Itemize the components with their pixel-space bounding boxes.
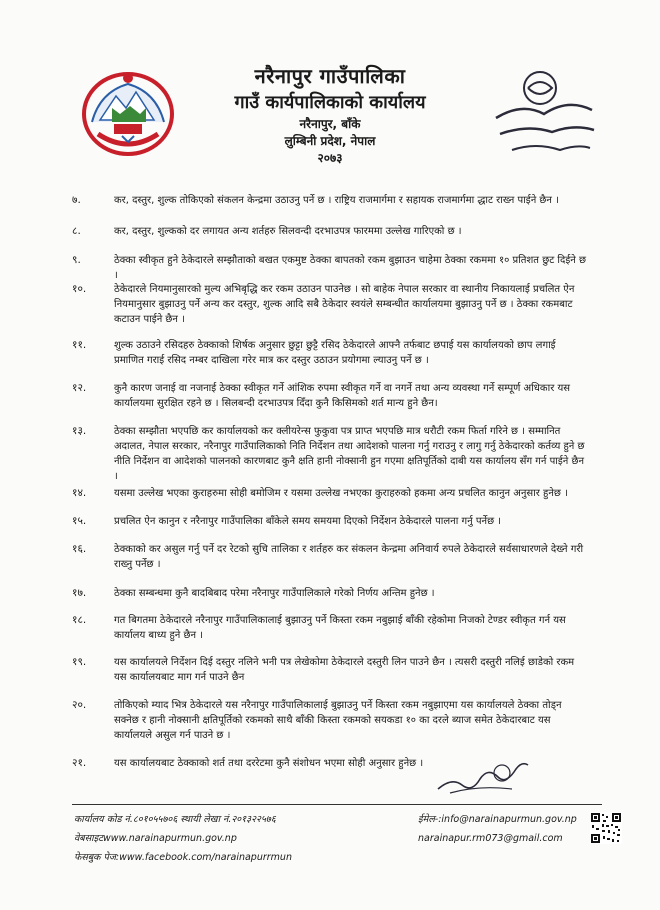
email-primary[interactable]: ईमेल-:info@narainapurmun.gov.np <box>418 814 577 825</box>
item-number: ९. <box>72 254 81 266</box>
item-number: १४. <box>72 487 87 499</box>
item-text: यस कार्यालयबाट ठेक्काको शर्त तथा दररेटमा कुनै संशोधन भएमा सोही अनुसार हुनेछ । <box>114 758 424 769</box>
website-link[interactable]: वेबसाइटwww.narainapurmun.gov.np <box>74 833 237 844</box>
facebook-link[interactable]: फेसबुक पेज:www.facebook.com/narainapurrmun <box>74 852 292 863</box>
item-number: ७. <box>72 194 81 206</box>
item-number: १७. <box>72 587 87 599</box>
footer-divider <box>72 804 602 805</box>
item-text: शुल्क उठाउने रसिदहरु ठेक्काको शिर्षक अनुसार छुट्टा छुट्टै रसिद ठेकेदारले आफ्नै तर्फबाट छपाई यस कार्यालयको छाप लगाई प्रमाणित गराई रसिद नम्बर दाखिला गरेर मात्र कर दस्तुर उठाउन प्रयोगमा ल्याउनु पर्ने छ । <box>114 340 556 366</box>
year: २०७३ <box>317 151 343 165</box>
item-number: १५. <box>72 515 87 527</box>
item-number: ११. <box>72 339 87 351</box>
item-text: ठेक्का सम्बन्धमा कुनै बादबिबाद परेमा नरैनापुर गाउँपालिकाले गरेको निर्णय अन्तिम हुनेछ । <box>114 588 435 599</box>
office-name: गाउँ कार्यपालिकाको कार्यालय <box>234 92 426 113</box>
item-text: यस कार्यालयले निर्देशन दिई दस्तुर नलिने भनी पत्र लेखेकोमा ठेकेदारले दस्तुरी लिन पाउने छैन । त्यसरी दस्तुरी नलिई छाडेको रकम यस कार्यालयबाट माग गर्न पाउने छैन <box>114 657 575 683</box>
item-text: गत बिगतमा ठेकेदारले नरैनापुर गाउँपालिकालाई बुझाउनु पर्ने किस्ता रकम नबुझाई बाँकी रहेकोमा निजको टेण्डर स्वीकृत गर्न यस कार्यालय बाध्य हुने छैन । <box>114 615 566 641</box>
address: नरैनापुर, बाँके <box>299 117 361 131</box>
item-number: ८. <box>72 225 81 237</box>
item-text: कुनै कारण जनाई वा नजनाई ठेक्का स्वीकृत गर्ने आंशिक रुपमा स्वीकृत गर्ने वा नगर्ने तथा अन्य व्यवस्था गर्ने सम्पूर्ण अधिकार यस कार्यालयमा सुरक्षित रहने छ । सिलबन्दी दरभाउपत्र दिँदा कुनै किसिमको शर्त मान्य हुने छैन। <box>114 383 571 409</box>
signature-icon <box>432 755 532 799</box>
nepal-government-emblem-icon <box>78 62 178 158</box>
email-secondary[interactable]: narainapur.rm073@gmail.com <box>418 833 563 844</box>
item-number: १०. <box>72 283 87 295</box>
item-text: ठेक्का स्वीकृत हुने ठेकेदारले सम्झौताको बखत एकमुष्ट ठेक्का बापतको रकम बुझाउन चाहेमा ठेक्का रकममा १० प्रतिशत छुट दिईने छ । <box>114 255 586 281</box>
item-number: २१. <box>72 757 87 769</box>
item-text: कर, दस्तुर, शुल्क तोकिएको संकलन केन्द्रमा उठाउनु पर्ने छ । राष्ट्रिय राजमार्गमा र सहायक राजमार्गमा द्धाट राख्न पाईने छैन । <box>114 195 559 206</box>
item-number: २०. <box>72 699 87 711</box>
item-text: ठेक्का सम्झौता भएपछि कर कार्यालयको कर क्लीयरेन्स फुकुवा पत्र प्राप्त भएपछि मात्र धरौटी रकम फिर्ता गरिने छ । सम्मानित अदालत, नेपाल सरकार, नरैनापुर गाउँपालिकाको निति निर्देशन तथा आदेशको पालना गर्नु गराउनु र लागु गर्नु ठेकेदारको कर्तव्य हुने छ नीति निर्देशन वा आदेशको पालनको कारणबाट कुनै क्षति हानी नोक्सानी हुन गएमा क्षतिपूर्तिको दाबी यस कार्यालय सँग गर्न पाईने छैन । <box>114 426 585 482</box>
item-text: ठेकेदारले नियमानुसारको मुल्य अभिबृद्धि कर रकम उठाउन पाउनेछ । सो बाहेक नेपाल सरकार वा स्थानीय निकायलाई प्रचलित ऐन नियमानुसार बुझाउनु पर्ने अन्य कर दस्तुर, शुल्क आदि सबै ठेकेदार स्वयंले सम्बन्धीत कार्यालयमा बुझाउनु पर्ने छ । ठेक्का रकमबाट कटाउन पाईने छैन । <box>114 284 575 325</box>
footer-contact-left <box>74 810 374 867</box>
province: लुम्बिनी प्रदेश, नेपाल <box>284 134 376 148</box>
office-stamp-icon <box>482 58 602 168</box>
item-text: प्रचलित ऐन कानुन र नरैनापुर गाउँपालिका बाँकेले समय समयमा दिएको निर्देशन ठेकेदारले पालना गर्नु पर्नेछ । <box>114 516 502 527</box>
office-code: कार्यालय कोड नं.८०१०५५७०६ स्थायी लेखा नं.२०१३२२५७६ <box>74 814 276 825</box>
organization-name: नरैनापुर गाउँपालिका <box>254 64 406 88</box>
item-number: १८. <box>72 614 87 626</box>
qr-code-icon <box>590 812 622 844</box>
item-number: १९. <box>72 656 87 668</box>
item-text: ठेक्काको कर असुल गर्नु पर्ने दर रेटको सुचि तालिका र शर्तहरु कर संकलन केन्द्रमा अनिवार्य रुपले ठेकेदारले सर्वसाधारणले देख्ने गरी राख्नु पर्नेछ । <box>114 544 584 570</box>
item-number: १६. <box>72 543 87 555</box>
item-number: १२. <box>72 382 87 394</box>
item-text: कर, दस्तुर, शुल्कको दर लगायत अन्य शर्तहरु सिलवन्दी दरभाउपत्र फारममा उल्लेख गारिएको छ । <box>114 226 462 237</box>
item-text: तोकिएको म्याद भित्र ठेकेदारले यस नरैनापुर गाउँपालिकालाई बुझाउनु पर्ने किस्ता रकम नबुझाएमा यस कार्यालयले ठेक्का तोड्न सक्नेछ र हानी नोक्सानी क्षतिपूर्तिको रकमको साथै बाँकी किस्ता रकमको सयकडा १० का दरले ब्याज समेत ठेकेदारबाट यस कार्यालयले असुल गर्न पाउने छ । <box>114 700 562 741</box>
item-text: यसमा उल्लेख भएका कुराहरुमा सोही बमोजिम र यसमा उल्लेख नभएका कुराहरुको हकमा अन्य प्रचलित कानुन अनुसार हुनेछ । <box>114 488 568 499</box>
letterhead <box>180 62 480 167</box>
footer-contact-right <box>418 810 588 848</box>
item-number: १३. <box>72 425 87 437</box>
